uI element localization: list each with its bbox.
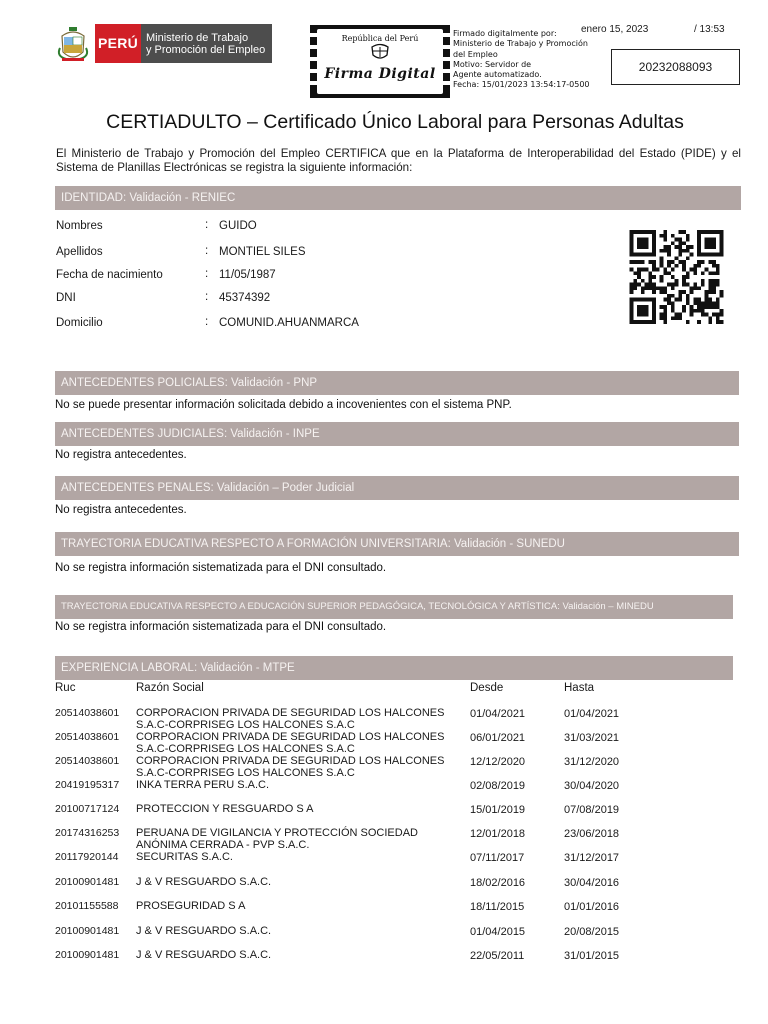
field-label: Domicilio xyxy=(56,317,103,329)
intro-paragraph: El Ministerio de Trabajo y Promoción del Empleo CERTIFICA que en la Plataforma de Interoperabilidad del Estado (PIDE) y el Sistema de Planillas Electrónicas se registra la siguiente información: xyxy=(56,147,741,174)
higher-education-text: No se registra información sistematizada para el DNI consultado. xyxy=(55,621,387,633)
field-value-nombres: GUIDO xyxy=(219,220,257,232)
row-hasta: 31/12/2017 xyxy=(564,852,620,864)
document-number: 20232088093 xyxy=(611,49,740,85)
university-education-text: No se registra información sistematizada para el DNI consultado. xyxy=(55,562,387,574)
column-header-hasta: Hasta xyxy=(564,682,595,694)
work-experience-heading: EXPERIENCIA LABORAL: Validación - MTPE xyxy=(55,656,733,680)
row-hasta: 23/06/2018 xyxy=(564,828,620,840)
row-desde: 18/11/2015 xyxy=(470,901,525,913)
signature-details xyxy=(453,29,603,91)
row-desde: 07/11/2017 xyxy=(470,852,525,864)
row-ruc: 20100717124 xyxy=(55,803,120,815)
signature-line: Agente automatizado. xyxy=(453,70,542,80)
row-razon-social: J & V RESGUARDO S.A.C. xyxy=(136,876,272,888)
judicial-records-text: No registra antecedentes. xyxy=(55,449,187,461)
row-ruc: 20100901481 xyxy=(55,949,120,961)
row-razon-social: CORPORACION PRIVADA DE SEGURIDAD LOS HALCONES S.A.C-CORPRISEG LOS HALCONES S.A.C xyxy=(136,755,445,779)
row-ruc: 20514038601 xyxy=(55,731,120,743)
row-ruc: 20100901481 xyxy=(55,925,120,937)
seal-icon xyxy=(368,43,392,61)
peru-logo: PERÚ xyxy=(95,24,141,63)
peru-coat-of-arms-icon xyxy=(56,26,90,64)
row-hasta: 30/04/2016 xyxy=(564,877,620,889)
ministry-logo xyxy=(141,24,272,63)
issue-date: enero 15, 2023 xyxy=(581,24,649,35)
qr-code-icon xyxy=(627,230,726,324)
row-razon-social: SECURITAS S.A.C. xyxy=(136,851,233,863)
row-hasta: 30/04/2020 xyxy=(564,780,620,792)
row-razon-social: PERUANA DE VIGILANCIA Y PROTECCIÓN SOCIEDAD ANÓNIMA CERRADA - PVP S.A.C. xyxy=(136,827,418,851)
row-desde: 01/04/2015 xyxy=(470,926,526,938)
ministry-name-line2: y Promoción del Empleo xyxy=(146,43,266,56)
signature-line: del Empleo xyxy=(453,49,498,59)
row-razon-social: J & V RESGUARDO S.A.C. xyxy=(136,925,272,937)
field-colon: : xyxy=(205,219,209,231)
row-ruc: 20100901481 xyxy=(55,876,120,888)
row-hasta: 31/03/2021 xyxy=(564,732,620,744)
identity-section-heading: IDENTIDAD: Validación - RENIEC xyxy=(55,186,741,210)
field-value-fecha-nacimiento: 11/05/1987 xyxy=(219,269,276,281)
row-desde: 12/01/2018 xyxy=(470,828,526,840)
police-records-text: No se puede presentar información solicitada debido a incovenientes con el sistema PNP. xyxy=(55,399,512,411)
field-colon: : xyxy=(205,316,209,328)
row-razon-social: CORPORACION PRIVADA DE SEGURIDAD LOS HALCONES S.A.C-CORPRISEG LOS HALCONES S.A.C xyxy=(136,731,445,755)
row-ruc: 20419195317 xyxy=(55,779,120,791)
field-colon: : xyxy=(205,268,209,280)
row-desde: 01/04/2021 xyxy=(470,708,526,720)
field-label: DNI xyxy=(56,292,76,304)
field-label: Apellidos xyxy=(56,246,103,258)
stamp-signature-text: Firma Digital xyxy=(324,66,436,82)
row-hasta: 07/08/2019 xyxy=(564,804,620,816)
field-value-apellidos: MONTIEL SILES xyxy=(219,246,306,258)
row-desde: 02/08/2019 xyxy=(470,780,526,792)
digital-signature-stamp xyxy=(310,25,450,98)
row-desde: 12/12/2020 xyxy=(470,756,526,768)
row-hasta: 01/01/2016 xyxy=(564,901,620,913)
row-hasta: 01/04/2021 xyxy=(564,708,620,720)
criminal-records-text: No registra antecedentes. xyxy=(55,504,187,516)
row-hasta: 31/01/2015 xyxy=(564,950,620,962)
criminal-records-heading: ANTECEDENTES PENALES: Validación – Poder Judicial xyxy=(55,476,739,500)
row-razon-social: PROSEGURIDAD S A xyxy=(136,900,246,912)
row-desde: 18/02/2016 xyxy=(470,877,526,889)
field-value-dni: 45374392 xyxy=(219,292,271,304)
university-education-heading: TRAYECTORIA EDUCATIVA RESPECTO A FORMACIÓN UNIVERSITARIA: Validación - SUNEDU xyxy=(55,532,739,556)
row-ruc: 20117920144 xyxy=(55,851,119,863)
field-colon: : xyxy=(205,245,209,257)
column-header-razon-social: Razón Social xyxy=(136,682,204,694)
row-desde: 06/01/2021 xyxy=(470,732,526,744)
row-razon-social: J & V RESGUARDO S.A.C. xyxy=(136,949,272,961)
column-header-desde: Desde xyxy=(470,682,504,694)
signature-line: Motivo: Servidor de xyxy=(453,59,532,69)
signature-line: Fecha: 15/01/2023 13:54:17-0500 xyxy=(453,80,590,90)
row-desde: 22/05/2011 xyxy=(470,950,525,962)
field-value-domicilio: COMUNID.AHUANMARCA xyxy=(219,317,359,329)
higher-education-heading: TRAYECTORIA EDUCATIVA RESPECTO A EDUCACIÓN SUPERIOR PEDAGÓGICA, TECNOLÓGICA Y ARTÍSTICA: Validación – MINEDU xyxy=(55,595,733,619)
signature-line: Ministerio de Trabajo y Promoción xyxy=(453,39,588,49)
judicial-records-heading: ANTECEDENTES JUDICIALES: Validación - INPE xyxy=(55,422,739,446)
column-header-ruc: Ruc xyxy=(55,682,76,694)
row-razon-social: PROTECCION Y RESGUARDO S A xyxy=(136,803,314,815)
row-razon-social: INKA TERRA PERU S.A.C. xyxy=(136,779,270,791)
issue-time: / 13:53 xyxy=(694,24,725,35)
row-hasta: 20/08/2015 xyxy=(564,926,620,938)
signature-line: Firmado digitalmente por: xyxy=(453,29,557,38)
page-title: CERTIADULTO – Certificado Único Laboral para Personas Adultas xyxy=(106,111,684,133)
row-ruc: 20514038601 xyxy=(55,755,120,767)
row-hasta: 31/12/2020 xyxy=(564,756,620,768)
row-ruc: 20174316253 xyxy=(55,827,120,839)
row-razon-social: CORPORACION PRIVADA DE SEGURIDAD LOS HALCONES S.A.C-CORPRISEG LOS HALCONES S.A.C xyxy=(136,707,445,731)
stamp-country: República del Perú xyxy=(341,34,419,43)
field-label: Fecha de nacimiento xyxy=(56,269,163,281)
field-label: Nombres xyxy=(56,220,103,232)
police-records-heading: ANTECEDENTES POLICIALES: Validación - PNP xyxy=(55,371,739,395)
ministry-name-line1: Ministerio de Trabajo xyxy=(146,31,249,44)
row-desde: 15/01/2019 xyxy=(470,804,526,816)
row-ruc: 20514038601 xyxy=(55,707,120,719)
row-ruc: 20101155588 xyxy=(55,900,119,912)
field-colon: : xyxy=(205,291,209,303)
